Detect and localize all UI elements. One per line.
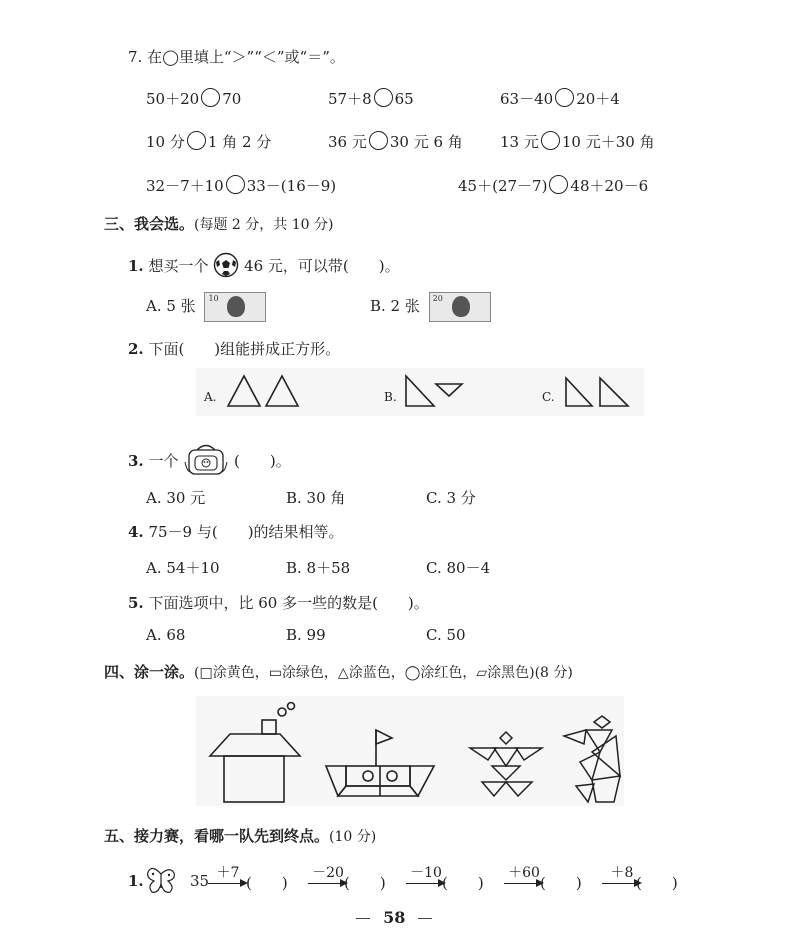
option-b-triangles-icon[interactable] xyxy=(400,372,464,410)
s3-q3-option-b[interactable]: B. 30 角 xyxy=(286,489,346,507)
q7-row3-item2: 45＋(27－7) 48＋20－6 xyxy=(458,177,649,195)
answer-circle[interactable] xyxy=(187,131,206,150)
s3-q2: 2. 下面( )组能拼成正方形。 xyxy=(128,340,341,358)
s3-q1: 1. 想买一个 46 元，可以带( )。 xyxy=(128,252,400,278)
q7-row2-item1: 10 分 1 角 2 分 xyxy=(146,133,272,151)
section-4-heading: 四、涂一涂。(□涂黄色，▭涂绿色，△涂蓝色，◯涂红色，▱涂黑色)(8 分) xyxy=(104,663,573,681)
page-footer xyxy=(356,908,432,927)
answer-circle[interactable] xyxy=(374,88,393,107)
school-backpack-icon xyxy=(183,442,229,478)
twenty-yuan-banknote-icon: 20 xyxy=(429,292,491,322)
relay-blank-4[interactable]: ( ) xyxy=(540,874,582,892)
s3-q5-option-c[interactable]: C. 50 xyxy=(426,626,466,644)
relay-blank-1[interactable]: ( ) xyxy=(246,874,288,892)
q7-row2-item2: 36 元 30 元 6 角 xyxy=(328,133,463,151)
relay-arrow-2: －20 xyxy=(308,876,348,890)
coloring-figures-panel xyxy=(196,696,624,806)
s3-q3: 3. 一个 ( )。 xyxy=(128,442,291,478)
s3-q1-option-a[interactable]: A. 5 张 10 xyxy=(146,292,266,322)
q7-row3-item1: 32－7＋10 33－(16－9) xyxy=(146,177,337,195)
s3-q5: 5. 下面选项中，比 60 多一些的数是( )。 xyxy=(128,594,429,612)
tangram-person-figure[interactable] xyxy=(470,732,542,796)
relay-blank-2[interactable]: ( ) xyxy=(344,874,386,892)
q7-title: 7. 在◯里填上“＞”“＜”或“＝”。 xyxy=(128,48,345,66)
page-number: 58 xyxy=(383,908,406,927)
relay-arrow-5: ＋8 xyxy=(602,876,642,890)
relay-blank-3[interactable]: ( ) xyxy=(442,874,484,892)
relay-arrow-3: －10 xyxy=(406,876,446,890)
s3-q2-label-c: C. xyxy=(542,390,555,404)
tangram-figure-right[interactable] xyxy=(564,716,620,802)
boat-figure[interactable] xyxy=(326,730,434,796)
relay-start-number: 35 xyxy=(190,872,210,890)
answer-circle[interactable] xyxy=(541,131,560,150)
s3-q1-option-b[interactable]: B. 2 张 20 xyxy=(370,292,491,322)
s3-q3-option-c[interactable]: C. 3 分 xyxy=(426,489,476,507)
q7-row1-item1: 50＋20 70 xyxy=(146,90,242,108)
soccer-ball-icon xyxy=(213,252,239,278)
answer-circle[interactable] xyxy=(549,175,568,194)
s3-q5-option-b[interactable]: B. 99 xyxy=(286,626,326,644)
answer-circle[interactable] xyxy=(226,175,245,194)
s3-q4-option-a[interactable]: A. 54＋10 xyxy=(146,559,220,577)
house-figure[interactable] xyxy=(210,703,300,803)
section-3-heading: 三、我会选。(每题 2 分，共 10 分) xyxy=(104,215,334,233)
q7-row1-item3: 63－40 20＋4 xyxy=(500,90,620,108)
s3-q5-option-a[interactable]: A. 68 xyxy=(146,626,186,644)
answer-circle[interactable] xyxy=(369,131,388,150)
s3-q4: 4. 75－9 与( )的结果相等。 xyxy=(128,523,344,541)
q7-row1-item2: 57＋8 65 xyxy=(328,90,414,108)
butterfly-icon xyxy=(144,864,178,898)
s3-q2-label-b: B. xyxy=(384,390,397,404)
s3-q4-option-b[interactable]: B. 8＋58 xyxy=(286,559,351,577)
option-a-triangles-icon[interactable] xyxy=(224,372,304,410)
s3-q4-option-c[interactable]: C. 80－4 xyxy=(426,559,491,577)
option-c-triangles-icon[interactable] xyxy=(562,372,634,410)
answer-circle[interactable] xyxy=(201,88,220,107)
answer-circle[interactable] xyxy=(555,88,574,107)
relay-blank-5[interactable]: ( ) xyxy=(636,874,678,892)
section-5-heading: 五、接力赛，看哪一队先到终点。(10 分) xyxy=(104,827,377,845)
s3-q3-option-a[interactable]: A. 30 元 xyxy=(146,489,206,507)
ten-yuan-banknote-icon: 10 xyxy=(204,292,266,322)
relay-arrow-1: ＋7 xyxy=(208,876,248,890)
q7-row2-item3: 13 元 10 元＋30 角 xyxy=(500,133,655,151)
s3-q2-shapes-panel xyxy=(196,368,644,416)
s3-q2-label-a: A. xyxy=(204,390,217,404)
relay-arrow-4: ＋60 xyxy=(504,876,544,890)
